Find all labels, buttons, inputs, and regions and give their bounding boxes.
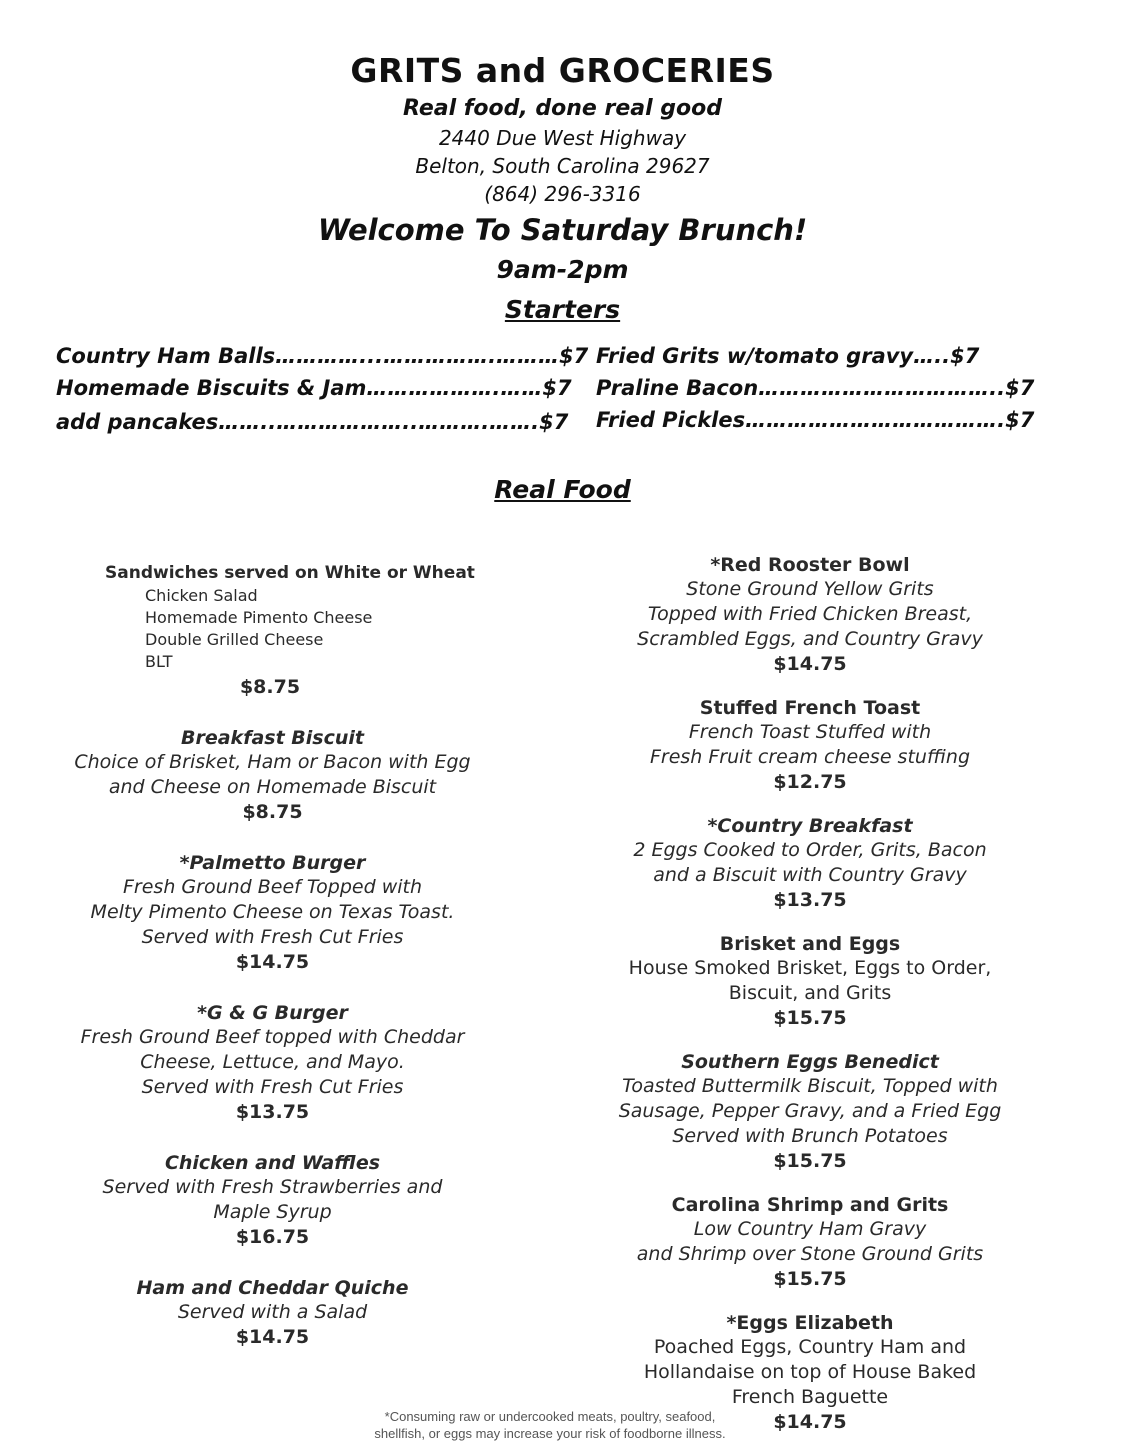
item-description: Served with Fresh Cut Fries xyxy=(141,926,404,948)
address-line-2: Belton, South Carolina 29627 xyxy=(415,154,710,178)
menu-item xyxy=(585,814,1035,913)
item-description: Served with Fresh Cut Fries xyxy=(141,1076,404,1098)
starters-heading: Starters xyxy=(504,295,621,324)
item-description: Low Country Ham Gravy xyxy=(693,1218,927,1240)
item-price: $16.75 xyxy=(235,1226,310,1248)
item-description: Sausage, Pepper Gravy, and a Fried Egg xyxy=(618,1100,1002,1122)
welcome-heading: Welcome To Saturday Brunch! xyxy=(317,213,808,247)
item-description: Cheese, Lettuce, and Mayo. xyxy=(140,1051,405,1073)
item-name: *Eggs Elizabeth xyxy=(726,1312,894,1334)
item-description: Poached Eggs, Country Ham and xyxy=(653,1336,967,1358)
item-price: $8.75 xyxy=(239,676,301,698)
item-name: Southern Eggs Benedict xyxy=(681,1051,939,1073)
menu-left-column xyxy=(40,561,505,1350)
item-price: $15.75 xyxy=(773,1150,847,1172)
item-description: French Baguette xyxy=(731,1386,889,1408)
sandwich-option: Homemade Pimento Cheese xyxy=(145,608,373,627)
starter-item: add pancakes……..………………..……….…….$7 xyxy=(56,410,569,434)
item-description: Served with Fresh Strawberries and xyxy=(102,1176,443,1198)
restaurant-tagline: Real food, done real good xyxy=(402,96,723,121)
item-name: *G & G Burger xyxy=(197,1002,348,1024)
starters-left-column xyxy=(56,340,588,438)
item-description: Scrambled Eggs, and Country Gravy xyxy=(637,628,983,650)
real-food-heading: Real Food xyxy=(494,475,631,504)
sandwich-option: Chicken Salad xyxy=(145,586,258,605)
item-price: $14.75 xyxy=(773,653,847,675)
item-description: Fresh Ground Beef topped with Cheddar xyxy=(80,1026,465,1048)
menu-right-column xyxy=(585,553,1035,1435)
menu-item xyxy=(585,553,1035,677)
item-description: Maple Syrup xyxy=(213,1201,332,1223)
menu-item xyxy=(40,726,505,825)
item-description: and Shrimp over Stone Ground Grits xyxy=(636,1243,984,1265)
sandwich-option: BLT xyxy=(145,652,173,671)
item-price: $15.75 xyxy=(773,1007,847,1029)
starters-right-column xyxy=(596,340,1034,436)
sandwich-option: Double Grilled Cheese xyxy=(145,630,324,649)
menu-item xyxy=(40,851,505,975)
item-name: *Palmetto Burger xyxy=(179,852,366,874)
item-name: Ham and Cheddar Quiche xyxy=(136,1277,409,1299)
menu-item xyxy=(585,696,1035,795)
item-name: Sandwiches served on White or Wheat xyxy=(105,563,475,583)
address-line-1: 2440 Due West Highway xyxy=(438,126,687,150)
item-price: $13.75 xyxy=(773,889,847,911)
item-description: House Smoked Brisket, Eggs to Order, xyxy=(628,957,992,979)
item-name: Brisket and Eggs xyxy=(719,933,901,955)
item-description: French Toast Stuffed with xyxy=(688,721,932,743)
starter-item: Fried Pickles……………………………….$7 xyxy=(596,408,1035,432)
item-description: Served with a Salad xyxy=(177,1301,368,1323)
menu-item xyxy=(40,1151,505,1250)
starter-item: Country Ham Balls…………...…………….………$7 xyxy=(56,344,589,368)
phone-number: (864) 296-3316 xyxy=(484,182,641,206)
item-name: Chicken and Waffles xyxy=(164,1152,381,1174)
menu-item xyxy=(585,1050,1035,1174)
item-description: Topped with Fried Chicken Breast, xyxy=(647,603,973,625)
starter-item: Praline Bacon……………………………..$7 xyxy=(596,376,1035,400)
menu-item xyxy=(40,1001,505,1125)
starter-item: Homemade Biscuits & Jam……………….……$7 xyxy=(56,376,572,400)
item-price: $12.75 xyxy=(773,771,847,793)
item-description: Stone Ground Yellow Grits xyxy=(686,578,934,600)
menu-item xyxy=(585,932,1035,1031)
item-price: $8.75 xyxy=(242,801,303,823)
item-description: Hollandaise on top of House Baked xyxy=(643,1361,977,1383)
menu-item xyxy=(40,1276,505,1350)
item-name: Breakfast Biscuit xyxy=(181,727,364,749)
starter-item: Fried Grits w/tomato gravy…..$7 xyxy=(596,344,980,368)
item-description: Fresh Fruit cream cheese stuffing xyxy=(649,746,971,768)
item-price: $14.75 xyxy=(235,1326,310,1348)
item-name: *Red Rooster Bowl xyxy=(710,554,910,576)
item-name: *Country Breakfast xyxy=(707,815,913,837)
item-description: Melty Pimento Cheese on Texas Toast. xyxy=(90,901,455,923)
item-description: Served with Brunch Potatoes xyxy=(672,1125,948,1147)
item-name: Stuffed French Toast xyxy=(699,697,921,719)
item-description: Toasted Buttermilk Biscuit, Topped with xyxy=(622,1075,998,1097)
footnote-line: *Consuming raw or undercooked meats, poultry, seafood, xyxy=(384,1409,716,1424)
item-description: and Cheese on Homemade Biscuit xyxy=(108,776,437,798)
item-price: $15.75 xyxy=(773,1268,847,1290)
item-description: and a Biscuit with Country Gravy xyxy=(653,864,967,886)
item-description: 2 Eggs Cooked to Order, Grits, Bacon xyxy=(633,839,987,861)
menu-item xyxy=(585,1193,1035,1292)
footnote-line: shellfish, or eggs may increase your risk of foodborne illness. xyxy=(374,1426,726,1441)
sandwich-item xyxy=(40,561,505,700)
item-description: Choice of Brisket, Ham or Bacon with Egg xyxy=(74,751,471,773)
restaurant-name: GRITS and GROCERIES xyxy=(350,51,775,90)
item-description: Biscuit, and Grits xyxy=(728,982,892,1004)
brunch-hours: 9am-2pm xyxy=(496,255,629,284)
item-name: Carolina Shrimp and Grits xyxy=(671,1194,949,1216)
menu-header xyxy=(0,48,1125,288)
item-description: Fresh Ground Beef Topped with xyxy=(123,876,422,898)
item-price: $14.75 xyxy=(773,1411,847,1433)
item-price: $13.75 xyxy=(235,1101,310,1123)
food-safety-footnote xyxy=(340,1408,760,1442)
item-price: $14.75 xyxy=(235,951,310,973)
